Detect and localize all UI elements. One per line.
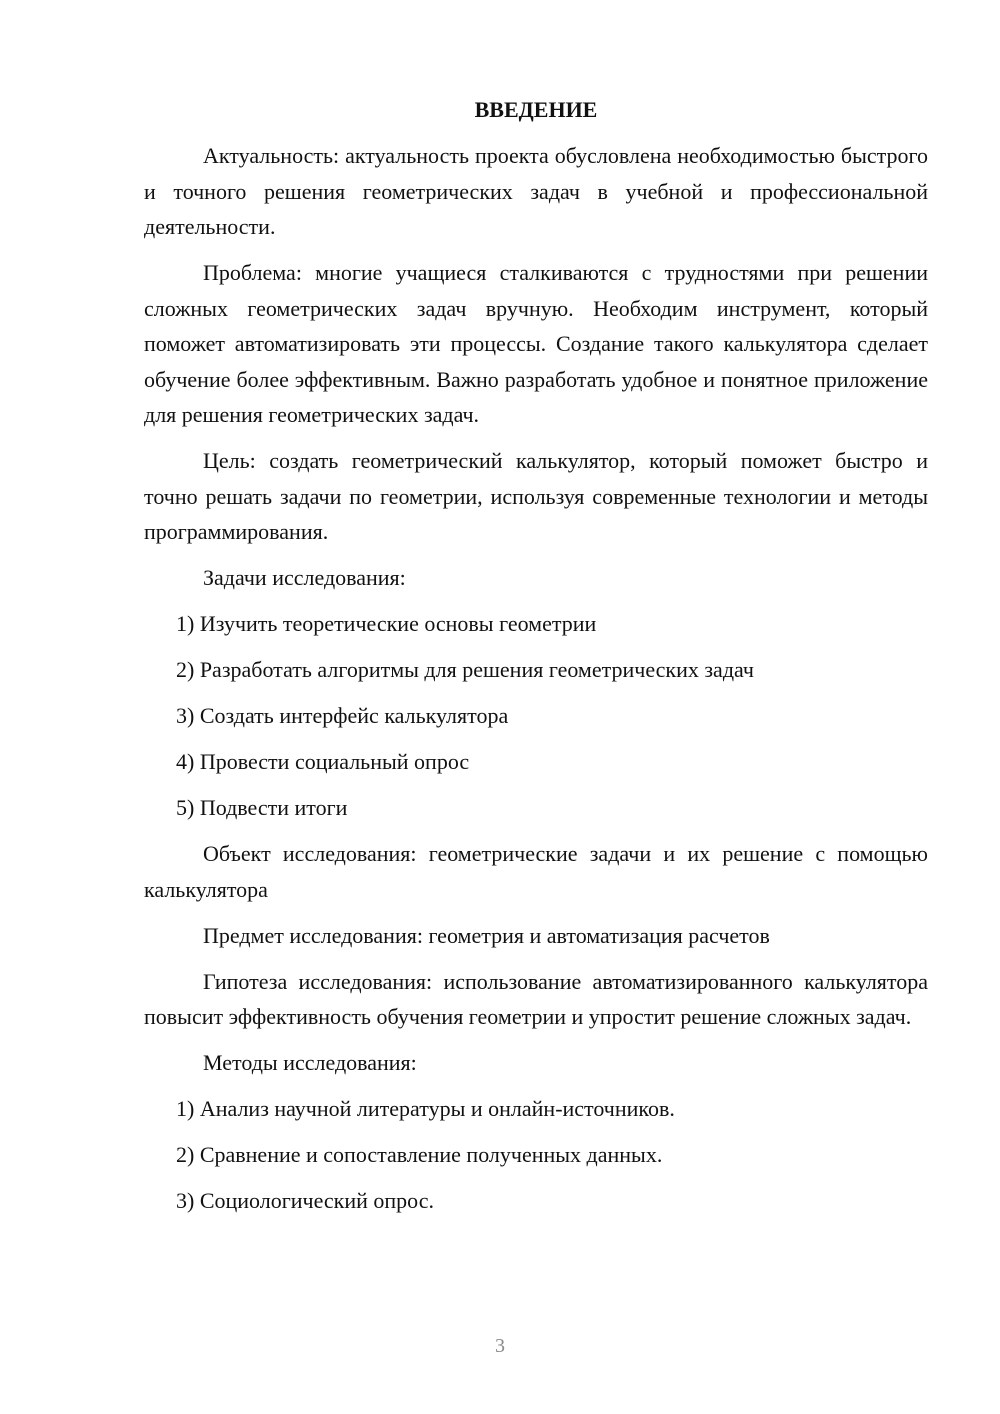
subject-paragraph: Предмет исследования: геометрия и автоматизация расчетов [203,922,770,948]
page-content [144,92,928,1229]
section-title: ВВЕДЕНИЕ [474,97,598,122]
page-number: 3 [495,1335,505,1357]
method-item-1: 1) Анализ научной литературы и онлайн-источников. [176,1096,675,1121]
task-item-3: 3) Создать интерфейс калькулятора [176,703,509,728]
object-paragraph: Объект исследования: геометрические задачи и их решение с помощью калькулятора [144,841,928,902]
task-item-4: 4) Провести социальный опрос [176,749,470,774]
hypothesis-paragraph: Гипотеза исследования: использование автоматизированного калькулятора повысит эффективность обучения геометрии и упростит решение сложных задач. [144,968,928,1029]
task-item-2: 2) Разработать алгоритмы для решения геометрических задач [176,657,754,682]
problem-paragraph: Проблема: многие учащиеся сталкиваются с трудностями при решении сложных геометрических задач вручную. Необходим инструмент, который поможет автоматизировать эти процессы. Создание такого калькулятора сделает обучение более эффективным. Важно разработать удобное и понятное приложение для решения геометрических задач. [144,260,928,427]
method-item-2: 2) Сравнение и сопоставление полученных данных. [176,1142,663,1167]
tasks-heading: Задачи исследования: [203,565,406,590]
relevance-paragraph: Актуальность: актуальность проекта обусловлена необходимостью быстрого и точного решения геометрических задач в учебной и профессиональной деятельности. [144,143,928,239]
methods-heading: Методы исследования: [203,1050,417,1075]
method-item-3: 3) Социологический опрос. [176,1188,434,1213]
task-item-1: 1) Изучить теоретические основы геометрии [176,611,597,636]
goal-paragraph: Цель: создать геометрический калькулятор, который поможет быстро и точно решать задачи по геометрии, используя современные технологии и методы программирования. [144,448,928,544]
task-item-5: 5) Подвести итоги [176,795,348,820]
